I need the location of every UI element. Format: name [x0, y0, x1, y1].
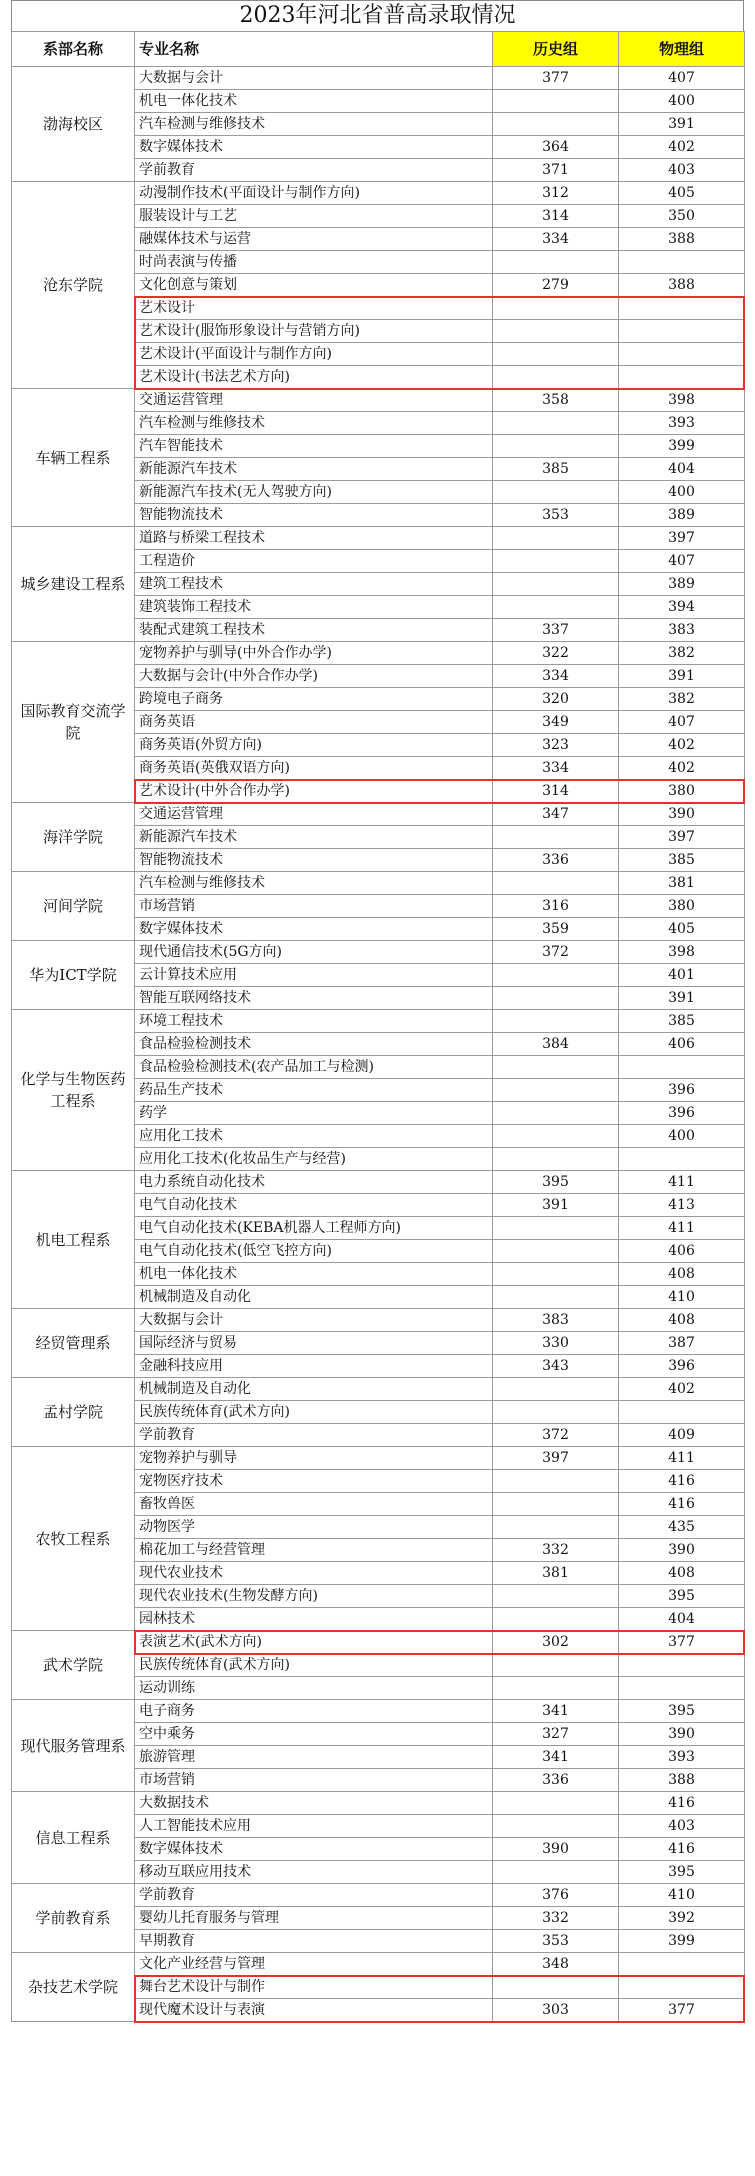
- physics-score: 393: [619, 1746, 745, 1769]
- major-name: 应用化工技术(化妆品生产与经营): [135, 1148, 493, 1171]
- history-score: 327: [493, 1723, 619, 1746]
- physics-score: 392: [619, 1907, 745, 1930]
- major-name: 机械制造及自动化: [135, 1286, 493, 1309]
- major-name: 艺术设计(平面设计与制作方向): [135, 343, 493, 366]
- physics-score: 396: [619, 1102, 745, 1125]
- table-row: [12, 1171, 745, 1194]
- table-row: [12, 1792, 745, 1815]
- physics-score: 411: [619, 1171, 745, 1194]
- major-name: 动物医学: [135, 1516, 493, 1539]
- history-score: [493, 366, 619, 389]
- major-name: 智能物流技术: [135, 504, 493, 527]
- major-name: 服装设计与工艺: [135, 205, 493, 228]
- major-name: 数字媒体技术: [135, 136, 493, 159]
- physics-score: 390: [619, 803, 745, 826]
- physics-score: [619, 251, 745, 274]
- table-row: [12, 941, 745, 964]
- history-score: [493, 1286, 619, 1309]
- history-score: [493, 1079, 619, 1102]
- history-score: [493, 435, 619, 458]
- physics-score: 403: [619, 159, 745, 182]
- table-row: [12, 1309, 745, 1332]
- history-score: 341: [493, 1700, 619, 1723]
- history-score: 334: [493, 665, 619, 688]
- department-name: 海洋学院: [12, 803, 135, 872]
- major-name: 环境工程技术: [135, 1010, 493, 1033]
- major-name: 新能源汽车技术: [135, 826, 493, 849]
- history-score: [493, 1240, 619, 1263]
- physics-score: 402: [619, 136, 745, 159]
- header-history: 历史组: [493, 32, 619, 67]
- major-name: 宠物养护与驯导(中外合作办学): [135, 642, 493, 665]
- major-name: 数字媒体技术: [135, 918, 493, 941]
- history-score: 314: [493, 205, 619, 228]
- physics-score: 377: [619, 1631, 745, 1654]
- table-row: [12, 527, 745, 550]
- history-score: 322: [493, 642, 619, 665]
- major-name: 交通运营管理: [135, 389, 493, 412]
- table-row: [12, 1700, 745, 1723]
- major-name: 动漫制作技术(平面设计与制作方向): [135, 182, 493, 205]
- physics-score: 400: [619, 481, 745, 504]
- physics-score: 402: [619, 757, 745, 780]
- department-name: 华为ICT学院: [12, 941, 135, 1010]
- physics-score: [619, 1976, 745, 1999]
- physics-score: 393: [619, 412, 745, 435]
- history-score: 371: [493, 159, 619, 182]
- history-score: 364: [493, 136, 619, 159]
- history-score: [493, 297, 619, 320]
- major-name: 商务英语(英俄双语方向): [135, 757, 493, 780]
- history-score: [493, 412, 619, 435]
- history-score: [493, 320, 619, 343]
- major-name: 人工智能技术应用: [135, 1815, 493, 1838]
- history-score: 372: [493, 1424, 619, 1447]
- major-name: 旅游管理: [135, 1746, 493, 1769]
- history-score: 334: [493, 757, 619, 780]
- physics-score: 391: [619, 113, 745, 136]
- physics-score: 406: [619, 1240, 745, 1263]
- table-row: [12, 872, 745, 895]
- major-name: 交通运营管理: [135, 803, 493, 826]
- history-score: 385: [493, 458, 619, 481]
- history-score: 330: [493, 1332, 619, 1355]
- history-score: [493, 1976, 619, 1999]
- physics-score: 404: [619, 1608, 745, 1631]
- major-name: 药学: [135, 1102, 493, 1125]
- physics-score: 395: [619, 1700, 745, 1723]
- history-score: 372: [493, 941, 619, 964]
- physics-score: 395: [619, 1585, 745, 1608]
- table-row: [12, 642, 745, 665]
- history-score: 336: [493, 1769, 619, 1792]
- physics-score: 388: [619, 274, 745, 297]
- history-score: 334: [493, 228, 619, 251]
- history-score: 358: [493, 389, 619, 412]
- major-name: 建筑工程技术: [135, 573, 493, 596]
- physics-score: 385: [619, 849, 745, 872]
- history-score: 376: [493, 1884, 619, 1907]
- table-row: [12, 1010, 745, 1033]
- major-name: 智能物流技术: [135, 849, 493, 872]
- major-name: 市场营销: [135, 895, 493, 918]
- major-name: 融媒体技术与运营: [135, 228, 493, 251]
- major-name: 舞台艺术设计与制作: [135, 1976, 493, 1999]
- physics-score: 387: [619, 1332, 745, 1355]
- department-name: 武术学院: [12, 1631, 135, 1700]
- history-score: 348: [493, 1953, 619, 1976]
- department-name: 车辆工程系: [12, 389, 135, 527]
- history-score: 377: [493, 67, 619, 90]
- history-score: 383: [493, 1309, 619, 1332]
- physics-score: 413: [619, 1194, 745, 1217]
- major-name: 国际经济与贸易: [135, 1332, 493, 1355]
- history-score: 323: [493, 734, 619, 757]
- major-name: 民族传统体育(武术方向): [135, 1401, 493, 1424]
- major-name: 电力系统自动化技术: [135, 1171, 493, 1194]
- table-row: [12, 1884, 745, 1907]
- physics-score: 435: [619, 1516, 745, 1539]
- header-major: 专业名称: [135, 32, 493, 67]
- history-score: 384: [493, 1033, 619, 1056]
- major-name: 建筑装饰工程技术: [135, 596, 493, 619]
- physics-score: [619, 1148, 745, 1171]
- major-name: 电气自动化技术(低空飞控方向): [135, 1240, 493, 1263]
- history-score: [493, 1378, 619, 1401]
- department-name: 国际教育交流学院: [12, 642, 135, 803]
- major-name: 畜牧兽医: [135, 1493, 493, 1516]
- page-title: 2023年河北省普高录取情况: [11, 0, 744, 32]
- major-name: 表演艺术(武术方向): [135, 1631, 493, 1654]
- physics-score: 416: [619, 1470, 745, 1493]
- physics-score: 416: [619, 1792, 745, 1815]
- physics-score: 382: [619, 688, 745, 711]
- department-name: 经贸管理系: [12, 1309, 135, 1378]
- major-name: 空中乘务: [135, 1723, 493, 1746]
- history-score: [493, 1815, 619, 1838]
- physics-score: 416: [619, 1838, 745, 1861]
- department-name: 杂技艺术学院: [12, 1953, 135, 2022]
- history-score: [493, 1470, 619, 1493]
- major-name: 金融科技应用: [135, 1355, 493, 1378]
- history-score: [493, 596, 619, 619]
- major-name: 文化产业经营与管理: [135, 1953, 493, 1976]
- major-name: 学前教育: [135, 1884, 493, 1907]
- physics-score: 395: [619, 1861, 745, 1884]
- history-score: 395: [493, 1171, 619, 1194]
- history-score: [493, 964, 619, 987]
- history-score: [493, 1861, 619, 1884]
- physics-score: 396: [619, 1079, 745, 1102]
- physics-score: [619, 1056, 745, 1079]
- physics-score: 407: [619, 67, 745, 90]
- major-name: 市场营销: [135, 1769, 493, 1792]
- major-name: 机械制造及自动化: [135, 1378, 493, 1401]
- major-name: 大数据与会计: [135, 67, 493, 90]
- major-name: 装配式建筑工程技术: [135, 619, 493, 642]
- department-name: 化学与生物医药工程系: [12, 1010, 135, 1171]
- history-score: 303: [493, 1999, 619, 2022]
- physics-score: 408: [619, 1263, 745, 1286]
- physics-score: 403: [619, 1815, 745, 1838]
- physics-score: 385: [619, 1010, 745, 1033]
- history-score: [493, 1493, 619, 1516]
- physics-score: 407: [619, 550, 745, 573]
- physics-score: 405: [619, 918, 745, 941]
- history-score: 343: [493, 1355, 619, 1378]
- physics-score: 382: [619, 642, 745, 665]
- department-name: 信息工程系: [12, 1792, 135, 1884]
- history-score: [493, 113, 619, 136]
- major-name: 学前教育: [135, 1424, 493, 1447]
- admission-table: [11, 31, 745, 2022]
- major-name: 电气自动化技术(KEBA机器人工程师方向): [135, 1217, 493, 1240]
- major-name: 智能互联网络技术: [135, 987, 493, 1010]
- physics-score: 377: [619, 1999, 745, 2022]
- history-score: [493, 481, 619, 504]
- header-dept: 系部名称: [12, 32, 135, 67]
- major-name: 汽车检测与维修技术: [135, 113, 493, 136]
- major-name: 数字媒体技术: [135, 1838, 493, 1861]
- history-score: 353: [493, 504, 619, 527]
- physics-score: 390: [619, 1539, 745, 1562]
- history-score: 341: [493, 1746, 619, 1769]
- physics-score: [619, 343, 745, 366]
- major-name: 时尚表演与传播: [135, 251, 493, 274]
- history-score: [493, 1677, 619, 1700]
- major-name: 新能源汽车技术(无人驾驶方向): [135, 481, 493, 504]
- physics-score: 390: [619, 1723, 745, 1746]
- history-score: [493, 1401, 619, 1424]
- physics-score: 388: [619, 1769, 745, 1792]
- physics-score: 408: [619, 1309, 745, 1332]
- history-score: 314: [493, 780, 619, 803]
- major-name: 学前教育: [135, 159, 493, 182]
- history-score: 347: [493, 803, 619, 826]
- department-name: 渤海校区: [12, 67, 135, 182]
- major-name: 运动训练: [135, 1677, 493, 1700]
- major-name: 现代农业技术: [135, 1562, 493, 1585]
- major-name: 艺术设计: [135, 297, 493, 320]
- history-score: 391: [493, 1194, 619, 1217]
- history-score: 336: [493, 849, 619, 872]
- physics-score: 389: [619, 573, 745, 596]
- major-name: 工程造价: [135, 550, 493, 573]
- history-score: 312: [493, 182, 619, 205]
- department-name: 现代服务管理系: [12, 1700, 135, 1792]
- major-name: 药品生产技术: [135, 1079, 493, 1102]
- table-row: [12, 182, 745, 205]
- physics-score: 402: [619, 734, 745, 757]
- department-name: 农牧工程系: [12, 1447, 135, 1631]
- major-name: 电子商务: [135, 1700, 493, 1723]
- history-score: [493, 1792, 619, 1815]
- department-name: 孟村学院: [12, 1378, 135, 1447]
- history-score: [493, 1148, 619, 1171]
- history-score: 320: [493, 688, 619, 711]
- history-score: 316: [493, 895, 619, 918]
- major-name: 艺术设计(中外合作办学): [135, 780, 493, 803]
- history-score: 337: [493, 619, 619, 642]
- major-name: 艺术设计(服饰形象设计与营销方向): [135, 320, 493, 343]
- history-score: 279: [493, 274, 619, 297]
- header-row: [12, 32, 745, 67]
- department-name: 机电工程系: [12, 1171, 135, 1309]
- history-score: 332: [493, 1539, 619, 1562]
- table-row: [12, 1953, 745, 1976]
- physics-score: 411: [619, 1217, 745, 1240]
- physics-score: 409: [619, 1424, 745, 1447]
- table-row: [12, 67, 745, 90]
- major-name: 食品检验检测技术: [135, 1033, 493, 1056]
- table-row: [12, 389, 745, 412]
- history-score: 397: [493, 1447, 619, 1470]
- major-name: 早期教育: [135, 1930, 493, 1953]
- table-row: [12, 1378, 745, 1401]
- physics-score: 405: [619, 182, 745, 205]
- physics-score: 400: [619, 1125, 745, 1148]
- physics-score: 380: [619, 780, 745, 803]
- history-score: [493, 1654, 619, 1677]
- physics-score: 397: [619, 826, 745, 849]
- table-row: [12, 1631, 745, 1654]
- major-name: 食品检验检测技术(农产品加工与检测): [135, 1056, 493, 1079]
- major-name: 应用化工技术: [135, 1125, 493, 1148]
- history-score: 359: [493, 918, 619, 941]
- major-name: 机电一体化技术: [135, 90, 493, 113]
- history-score: 390: [493, 1838, 619, 1861]
- department-name: 沧东学院: [12, 182, 135, 389]
- physics-score: 391: [619, 665, 745, 688]
- history-score: [493, 1608, 619, 1631]
- major-name: 民族传统体育(武术方向): [135, 1654, 493, 1677]
- major-name: 道路与桥梁工程技术: [135, 527, 493, 550]
- physics-score: [619, 1953, 745, 1976]
- major-name: 艺术设计(书法艺术方向): [135, 366, 493, 389]
- history-score: 302: [493, 1631, 619, 1654]
- major-name: 大数据技术: [135, 1792, 493, 1815]
- major-name: 宠物养护与驯导: [135, 1447, 493, 1470]
- physics-score: 380: [619, 895, 745, 918]
- history-score: [493, 90, 619, 113]
- major-name: 现代通信技术(5G方向): [135, 941, 493, 964]
- physics-score: 416: [619, 1493, 745, 1516]
- physics-score: [619, 1654, 745, 1677]
- history-score: [493, 527, 619, 550]
- major-name: 婴幼儿托育服务与管理: [135, 1907, 493, 1930]
- physics-score: 391: [619, 987, 745, 1010]
- physics-score: 410: [619, 1884, 745, 1907]
- history-score: [493, 573, 619, 596]
- history-score: [493, 251, 619, 274]
- history-score: [493, 343, 619, 366]
- physics-score: 394: [619, 596, 745, 619]
- major-name: 移动互联应用技术: [135, 1861, 493, 1884]
- major-name: 汽车检测与维修技术: [135, 412, 493, 435]
- history-score: [493, 1125, 619, 1148]
- physics-score: 388: [619, 228, 745, 251]
- physics-score: 400: [619, 90, 745, 113]
- physics-score: 402: [619, 1378, 745, 1401]
- admission-table-container: [11, 31, 744, 2022]
- physics-score: 411: [619, 1447, 745, 1470]
- major-name: 文化创意与策划: [135, 274, 493, 297]
- history-score: [493, 1585, 619, 1608]
- history-score: [493, 1056, 619, 1079]
- history-score: 349: [493, 711, 619, 734]
- major-name: 云计算技术应用: [135, 964, 493, 987]
- major-name: 园林技术: [135, 1608, 493, 1631]
- department-name: 学前教育系: [12, 1884, 135, 1953]
- physics-score: [619, 1677, 745, 1700]
- major-name: 现代魔术设计与表演: [135, 1999, 493, 2022]
- major-name: 商务英语: [135, 711, 493, 734]
- major-name: 汽车智能技术: [135, 435, 493, 458]
- physics-score: [619, 297, 745, 320]
- history-score: 381: [493, 1562, 619, 1585]
- major-name: 新能源汽车技术: [135, 458, 493, 481]
- physics-score: 399: [619, 435, 745, 458]
- physics-score: 398: [619, 389, 745, 412]
- major-name: 棉花加工与经营管理: [135, 1539, 493, 1562]
- physics-score: 381: [619, 872, 745, 895]
- major-name: 宠物医疗技术: [135, 1470, 493, 1493]
- physics-score: 398: [619, 941, 745, 964]
- table-row: [12, 803, 745, 826]
- physics-score: 406: [619, 1033, 745, 1056]
- physics-score: 404: [619, 458, 745, 481]
- department-name: 河间学院: [12, 872, 135, 941]
- history-score: [493, 987, 619, 1010]
- department-name: 城乡建设工程系: [12, 527, 135, 642]
- history-score: [493, 1010, 619, 1033]
- major-name: 机电一体化技术: [135, 1263, 493, 1286]
- physics-score: 399: [619, 1930, 745, 1953]
- physics-score: [619, 1401, 745, 1424]
- major-name: 跨境电子商务: [135, 688, 493, 711]
- major-name: 汽车检测与维修技术: [135, 872, 493, 895]
- table-row: [12, 1447, 745, 1470]
- physics-score: 408: [619, 1562, 745, 1585]
- history-score: 332: [493, 1907, 619, 1930]
- physics-score: [619, 366, 745, 389]
- history-score: 353: [493, 1930, 619, 1953]
- major-name: 电气自动化技术: [135, 1194, 493, 1217]
- physics-score: 383: [619, 619, 745, 642]
- physics-score: 401: [619, 964, 745, 987]
- major-name: 大数据与会计: [135, 1309, 493, 1332]
- history-score: [493, 826, 619, 849]
- physics-score: 396: [619, 1355, 745, 1378]
- physics-score: 410: [619, 1286, 745, 1309]
- history-score: [493, 1217, 619, 1240]
- header-physics: 物理组: [619, 32, 745, 67]
- physics-score: [619, 320, 745, 343]
- history-score: [493, 1102, 619, 1125]
- major-name: 现代农业技术(生物发酵方向): [135, 1585, 493, 1608]
- physics-score: 389: [619, 504, 745, 527]
- physics-score: 397: [619, 527, 745, 550]
- history-score: [493, 1263, 619, 1286]
- physics-score: 350: [619, 205, 745, 228]
- history-score: [493, 1516, 619, 1539]
- history-score: [493, 872, 619, 895]
- physics-score: 407: [619, 711, 745, 734]
- major-name: 大数据与会计(中外合作办学): [135, 665, 493, 688]
- history-score: [493, 550, 619, 573]
- major-name: 商务英语(外贸方向): [135, 734, 493, 757]
